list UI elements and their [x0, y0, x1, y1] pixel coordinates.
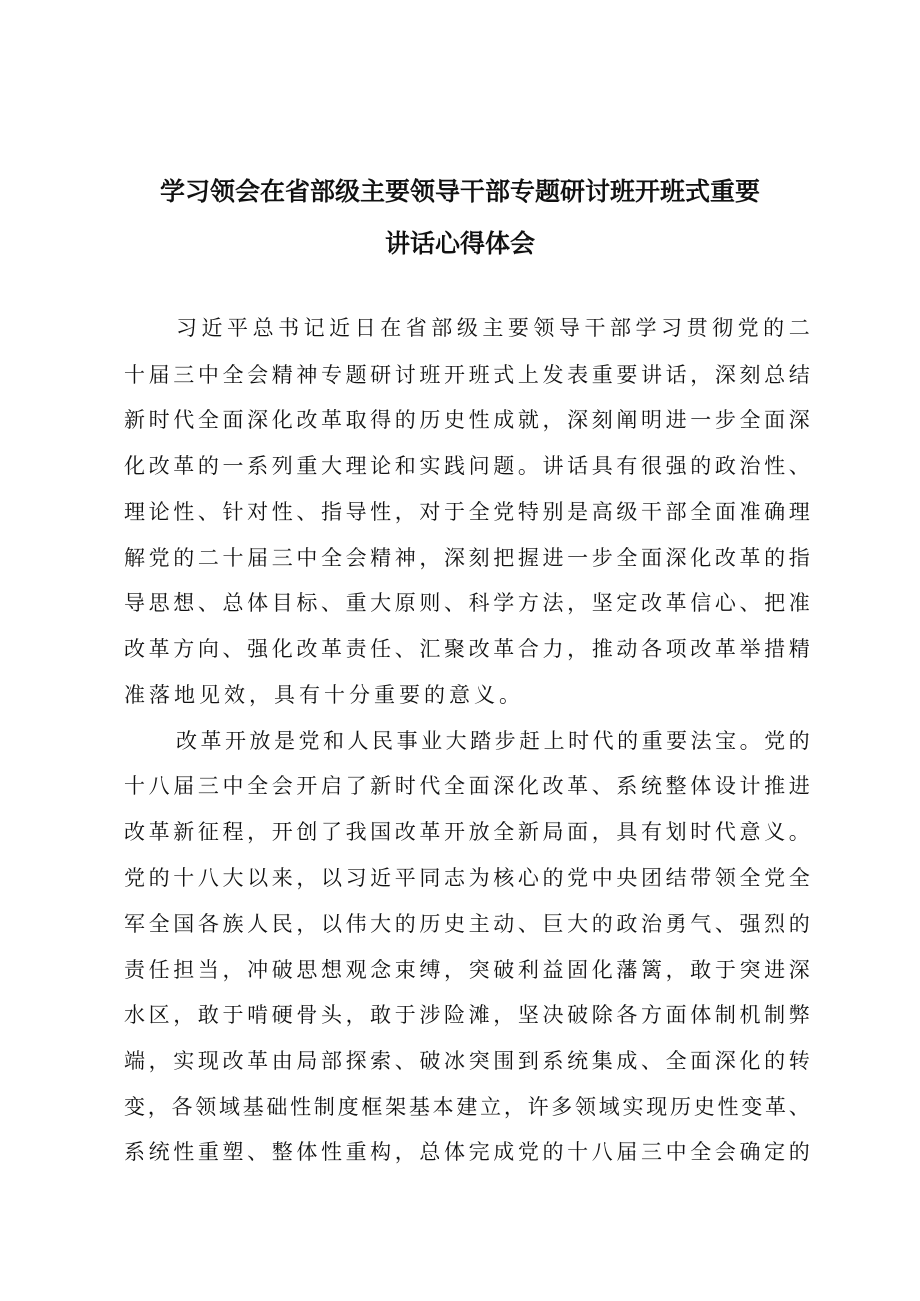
paragraph-2-line: 端，实现改革由局部探索、破冰突围到系统集成、全面深化的转	[124, 1049, 810, 1073]
paragraph-2-line: 系统性重塑、整体性重构，总体完成党的十八届三中全会确定的	[124, 1140, 810, 1164]
document-title-line-2: 讲话心得体会	[384, 229, 535, 258]
paragraph-2-line: 军全国各族人民，以伟大的历史主动、巨大的政治勇气、强烈的	[124, 912, 810, 936]
paragraph-1-line: 十届三中全会精神专题研讨班开班式上发表重要讲话，深刻总结	[124, 363, 810, 387]
paragraph-2-line: 责任担当，冲破思想观念束缚，突破利益固化藩篱，敢于突进深	[124, 958, 810, 982]
paragraph-2-line: 改革开放是党和人民事业大踏步赶上时代的重要法宝。党的	[176, 729, 810, 753]
paragraph-2-line: 变，各领域基础性制度框架基本建立，许多领域实现历史性变革、	[124, 1095, 810, 1119]
paragraph-1-line: 导思想、总体目标、重大原则、科学方法，坚定改革信心、把准	[124, 591, 810, 615]
paragraph-1-line: 新时代全面深化改革取得的历史性成就，深刻阐明进一步全面深	[124, 408, 810, 432]
paragraph-1-line: 习近平总书记近日在省部级主要领导干部学习贯彻党的二	[176, 316, 810, 340]
paragraph-1-line: 理论性、针对性、指导性，对于全党特别是高级干部全面准确理	[124, 500, 810, 524]
paragraph-1-line: 准落地见效，具有十分重要的意义。	[124, 683, 524, 707]
paragraph-2-line: 党的十八大以来，以习近平同志为核心的党中央团结带领全党全	[124, 866, 810, 890]
paragraph-2-line: 十八届三中全会开启了新时代全面深化改革、系统整体设计推进	[124, 774, 810, 798]
paragraph-1-line: 化改革的一系列重大理论和实践问题。讲话具有很强的政治性、	[124, 454, 810, 478]
paragraph-1-line: 解党的二十届三中全会精神，深刻把握进一步全面深化改革的指	[124, 546, 810, 570]
document-title-line-1: 学习领会在省部级主要领导干部专题研讨班开班式重要	[159, 177, 760, 206]
paragraph-2-line: 改革新征程，开创了我国改革开放全新局面，具有划时代意义。	[124, 820, 810, 844]
paragraph-1-line: 改革方向、强化改革责任、汇聚改革合力，推动各项改革举措精	[124, 637, 810, 661]
paragraph-2-line: 水区，敢于啃硬骨头，敢于涉险滩，坚决破除各方面体制机制弊	[124, 1003, 810, 1027]
